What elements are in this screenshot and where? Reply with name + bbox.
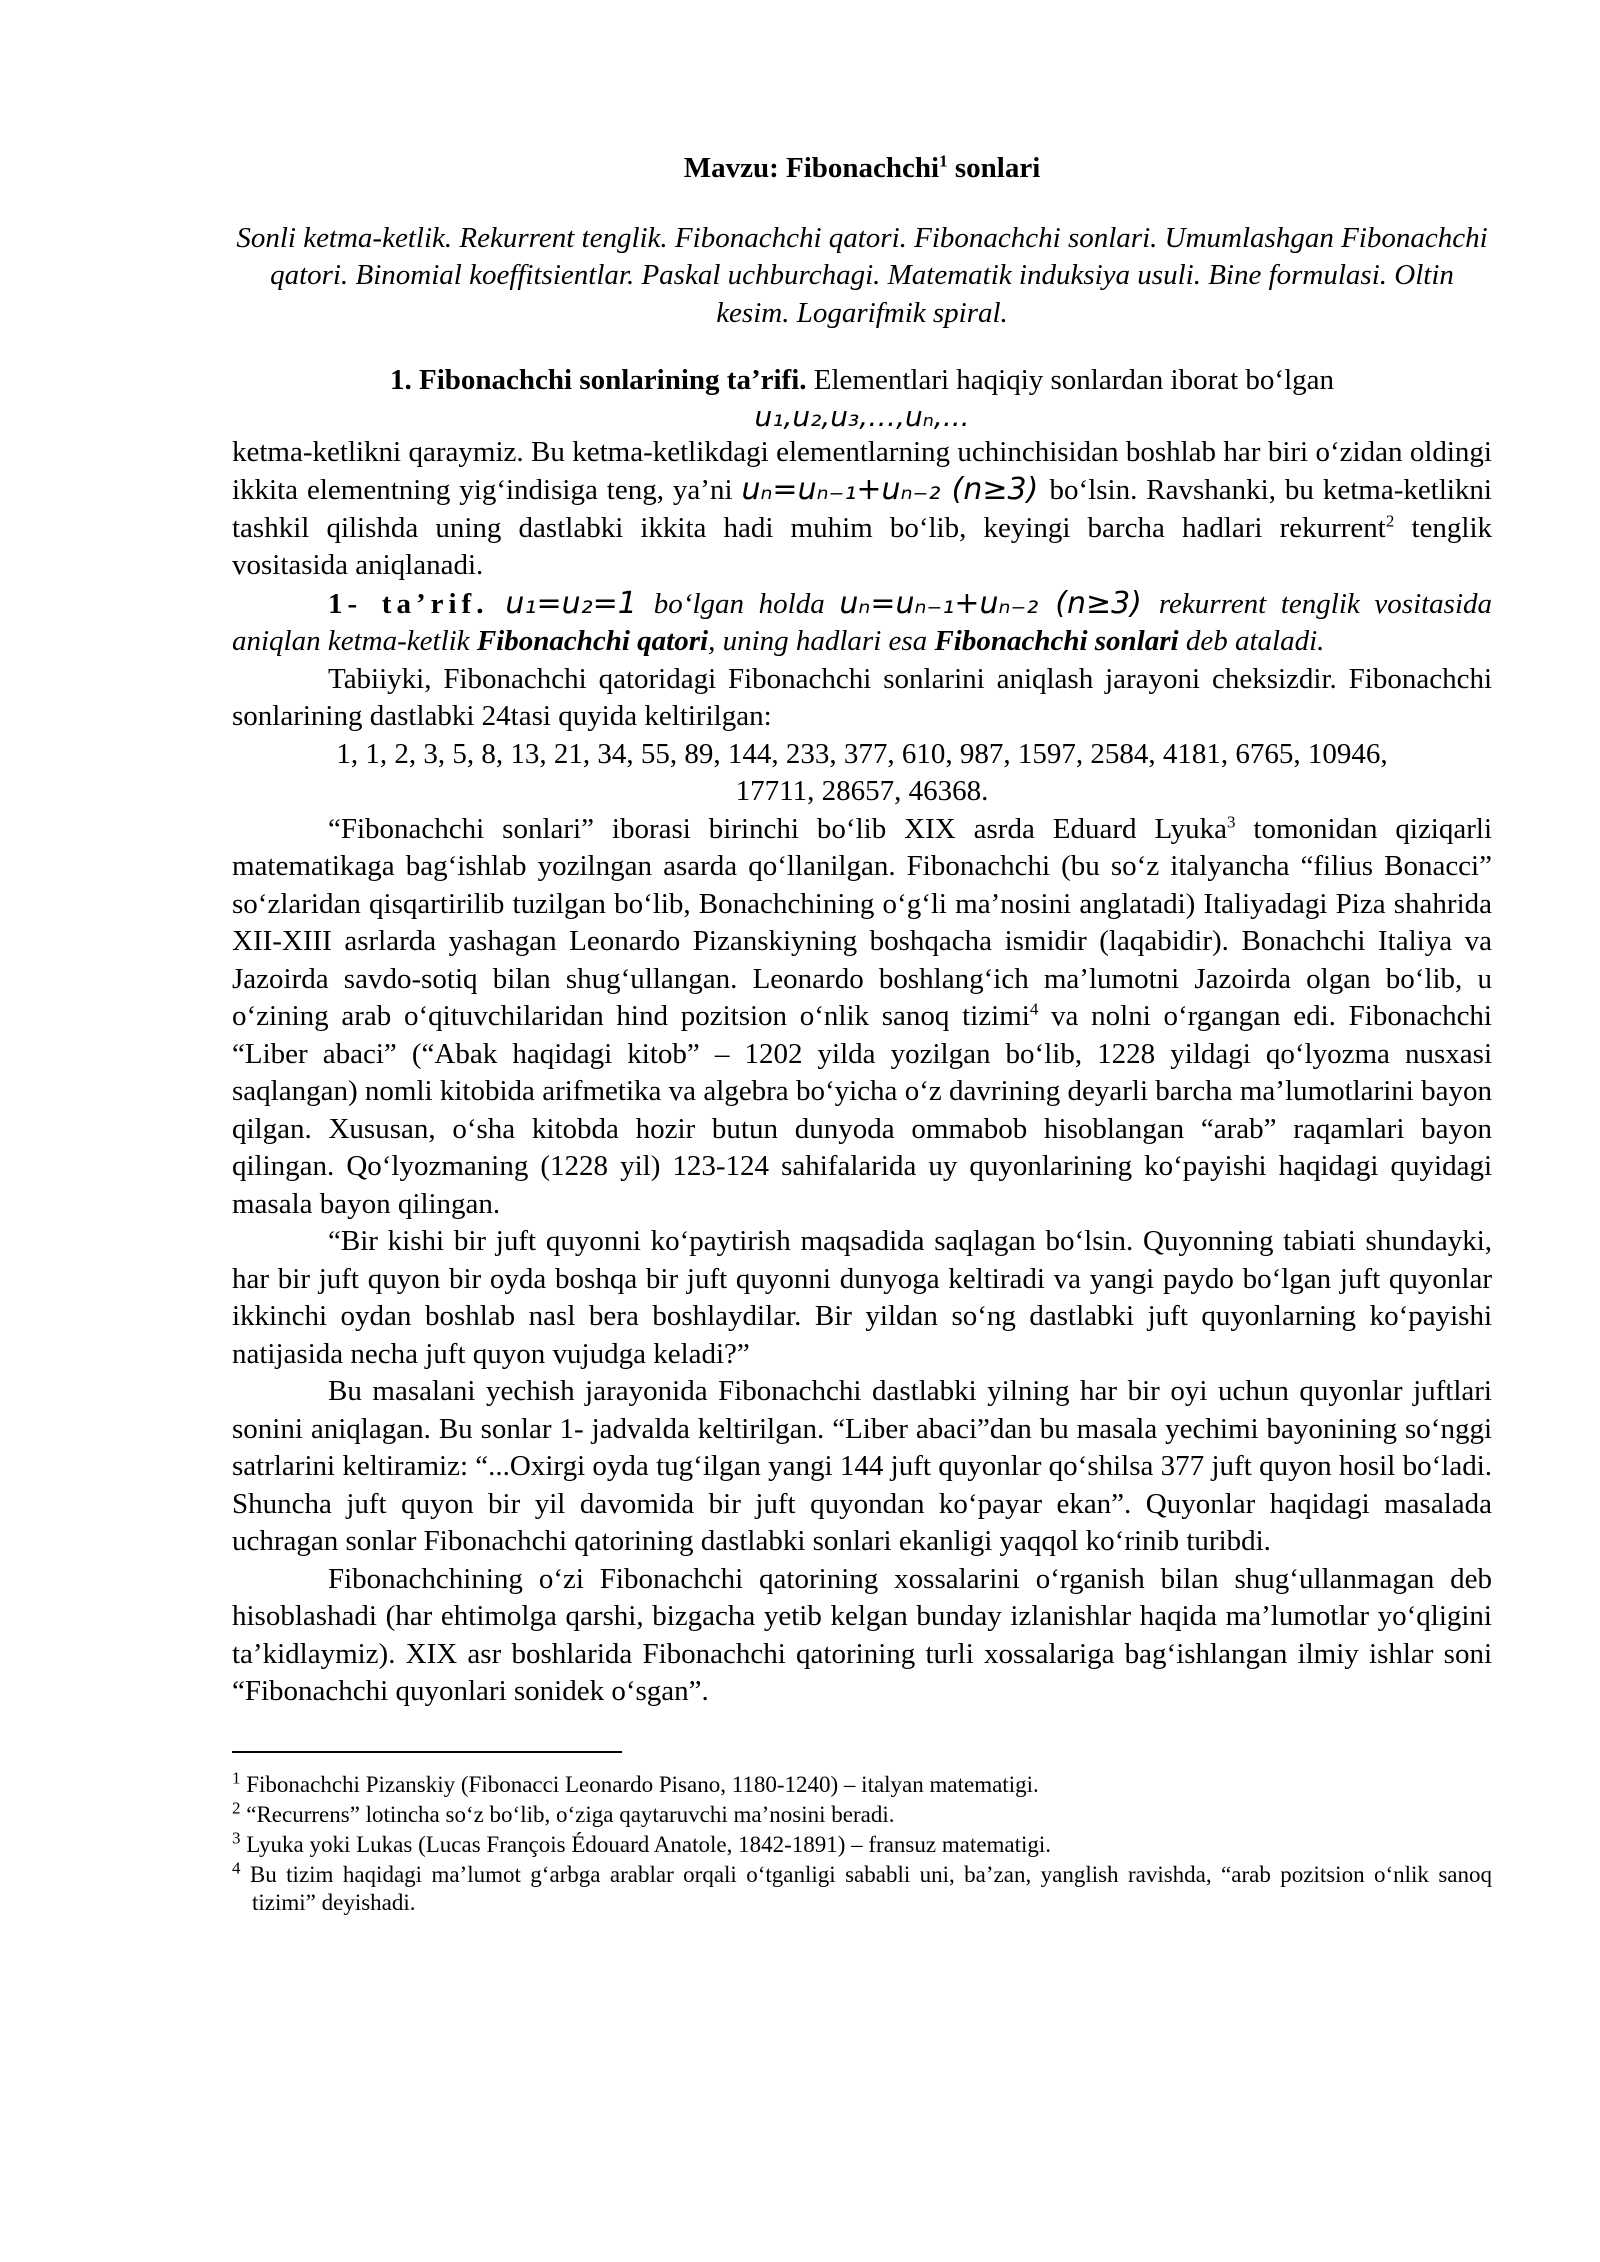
paragraph-properties: Fibonachchining o‘zi Fibonachchi qatorining xossalarini o‘rganish bilan shug‘ullanmagan deb hisoblashadi (har ehtimolga qarshi, bizgacha yetib kelgan bunday izlanishlar haqida ma’lumotlar yo‘qligini ta’kidlaymiz). XIX asr boshlarida Fibonachchi qatorining turli xossalariga bag‘ishlangan ilmiy ishlar soni “Fibonachchi quyonlari sonidek o‘sgan”. <box>232 1562 1492 1707</box>
definition-label: 1- ta’rif. <box>328 587 489 620</box>
footnote-ref-4[interactable]: 4 <box>1029 999 1039 1019</box>
condition-formula: (n≥3) <box>940 472 1050 507</box>
paragraph-history: “Fibonachchi sonlari” iborasi birinchi bo‘lib XIX asrda Eduard Lyuka$^3$ tomonidan qiziqarli matematikaga bag‘ishlab yozilngan asarda qo‘llanilgan. Fibonachchi (bu so‘z italyancha “filius Bonacci” so‘zlaridan qisqartirilib tuzilgan bo‘lib, Bonachchining o‘g‘li ma’nosini anglatadi) Italiyadagi Piza shahrida XII-XIII asrlarda yashagan Leonardo Pizanskiyning boshqacha ismidir (laqabidir). Bonachchi Italiya va Jazoirda savdo-sotiq bilan shug‘ullangan. Leonardo boshlang‘ich ma’lumotni Jazoirda olgan bo‘lib, u o‘zining arab o‘qituvchilaridan hind pozitsion o‘nlik sanoq tizimi$^4$ va nolni o‘rgangan edi. Fibonachchi “Liber abaci” (“Abak haqidagi kitob” – 1202 yilda yozilgan bo‘lib, 1228 yildagi qo‘lyozma nusxasi saqlangan) nomli kitobida arifmetika va algebra bo‘yicha o‘z davrining deyarli barcha ma’lumotlarini bayon qilgan. Xususan, o‘sha kitobda hozir butun dunyoda ommabob hisoblangan “arab” raqamlari bayon qilingan. Qo‘lyozmaning (1228 yil) 123-124 sahifalarida uy quyonlarining ko‘payishi haqidagi quyidagi masala bayon qilingan. <box>232 811 1493 1220</box>
term-fibonacci-numbers: Fibonachchi sonlari <box>934 625 1179 657</box>
term-fibonacci-series: Fibonachchi qatori <box>476 625 709 657</box>
fibonacci-list-line-2: 17711, 28657, 46368. <box>735 775 989 807</box>
paragraph-rabbit-problem: “Bir kishi bir juft quyonni ko‘paytirish maqsadida saqlagan bo‘lsin. Quyonning tabiati shundayki, har bir juft quyon bir oyda boshqa bir juft quyonni dunyoga keltiradi va yangi paydo bo‘lgan juft quyonlar ikkinchi oydan boshlab nasl bera boshlaydilar. Bir yildan so‘ng dastlabki juft quyonlarning ko‘payishi natijasida necha juft quyon vujudga keladi?” <box>232 1225 1492 1370</box>
definition-paragraph: 1- ta’rif. u₁=u₂=1 bo‘lgan holda uₙ=uₙ₋₁+uₙ₋₂ (n≥3) rekurrent tenglik vositasida aniqlan ketma-ketlik Fibonachchi qatori, uning hadlari esa Fibonachchi sonlari deb ataladi. <box>232 585 1493 657</box>
initial-condition-formula: u₁=u₂=1 <box>488 585 654 621</box>
footnote-3: $^3$ Lyuka yoki Lukas (Lucas François Édouard Anatole, 1842-1891) – fransuz matematigi. <box>232 1827 1052 1857</box>
section-intro: 1. Fibonachchi sonlarining ta’rifi. Elementlari haqiqiy sonlardan iborat bo‘lgan <box>390 364 1334 396</box>
footnote-ref-3[interactable]: 3 <box>1226 811 1236 831</box>
footnote-1: $^1$ Fibonachchi Pizanskiy (Fibonacci Leonardo Pisano, 1180-1240) – italyan matematigi. <box>232 1767 1039 1797</box>
footnote-ref-2[interactable]: 2 <box>1385 510 1395 530</box>
paragraph-solution: Bu masalani yechish jarayonida Fibonachchi dastlabki yilning har bir oyi uchun quyonlar juftlari sonini aniqlagan. Bu sonlar 1- jadvalda keltirilgan. “Liber abaci”dan bu masala yechimi bayonining so‘nggi satrlarini keltiramiz: “...Oxirgi oyda tug‘ilgan yangi 144 juft quyonlar qo‘shilsa 377 juft quyon hosil bo‘ladi. Shuncha juft quyon bir yil davomida bir juft quyondan ko‘payar ekan”. Quyonlar haqidagi masalada uchragan sonlar Fibonachchi qatorining dastlabki sonlari ekanligi yaqqol ko‘rinib turibdi. <box>232 1375 1492 1557</box>
definition-recurrence-formula: uₙ=uₙ₋₁+uₙ₋₂ <box>839 585 1039 621</box>
section-heading: 1. Fibonachchi sonlarining ta’rifi. <box>390 364 807 396</box>
definition-condition-formula: (n≥3) <box>1038 585 1159 621</box>
fibonacci-list-line-1: 1, 1, 2, 3, 5, 8, 13, 21, 34, 55, 89, 144, 233, 377, 610, 987, 1597, 2584, 4181, 6765, 10946, <box>336 737 1388 770</box>
footnote-ref-1[interactable]: 1 <box>939 151 948 171</box>
footnote-4: $^4$ Bu tizim haqidagi ma’lumot g‘arbga arablar orqali o‘tganligi sababli uni, ba’zan, yanglish ravishda, “arab pozitsion o‘nlik sanoq tizimi” deyishadi. <box>232 1857 1492 1915</box>
footnotes <box>232 1767 1492 1917</box>
paragraph-infinite: Tabiiyki, Fibonachchi qatoridagi Fibonachchi sonlarini aniqlash jarayoni cheksizdir. Fibonachchi sonlarining dastlabki 24tasi quyida keltirilgan: <box>232 662 1492 732</box>
footnote-2: $^2$ “Recurrens” lotincha so‘z bo‘lib, o‘ziga qaytaruvchi ma’nosini beradi. <box>232 1797 895 1827</box>
recurrence-formula: uₙ=uₙ₋₁+uₙ₋₂ <box>741 472 941 507</box>
paragraph-recurrence: ketma-ketlikni qaraymiz. Bu ketma-ketlikdagi elementlarning uchinchisidan boshlab har biri o‘zidan oldingi ikkita elementning yig‘indisiga teng, ya’ni uₙ=uₙ₋₁+uₙ₋₂ (n≥3) bo‘lsin. Ravshanki, bu ketma-ketlikni tashkil qilishda uning dastlabki ikkita hadi muhim bo‘lib, keyingi barcha hadlari rekurrent$^2$ tenglik vositasida aniqlanadi. <box>232 435 1492 581</box>
page-title: Mavzu: Fibonachchi$^1$ sonlari <box>683 151 1041 184</box>
keywords-paragraph: Sonli ketma-ketlik. Rekurrent tenglik. Fibonachchi qatori. Fibonachchi sonlari. Umumlashgan Fibonachchi qatori. Binomial koeffitsientlar. Paskal uchburchagi. Matematik induksiya usuli. Bine formulasi. Oltin kesim. Logarifmik spiral. <box>236 221 1488 329</box>
footnote-separator <box>232 1751 622 1753</box>
sequence-formula: u₁,u₂,u₃,…,uₙ,... <box>754 399 970 433</box>
